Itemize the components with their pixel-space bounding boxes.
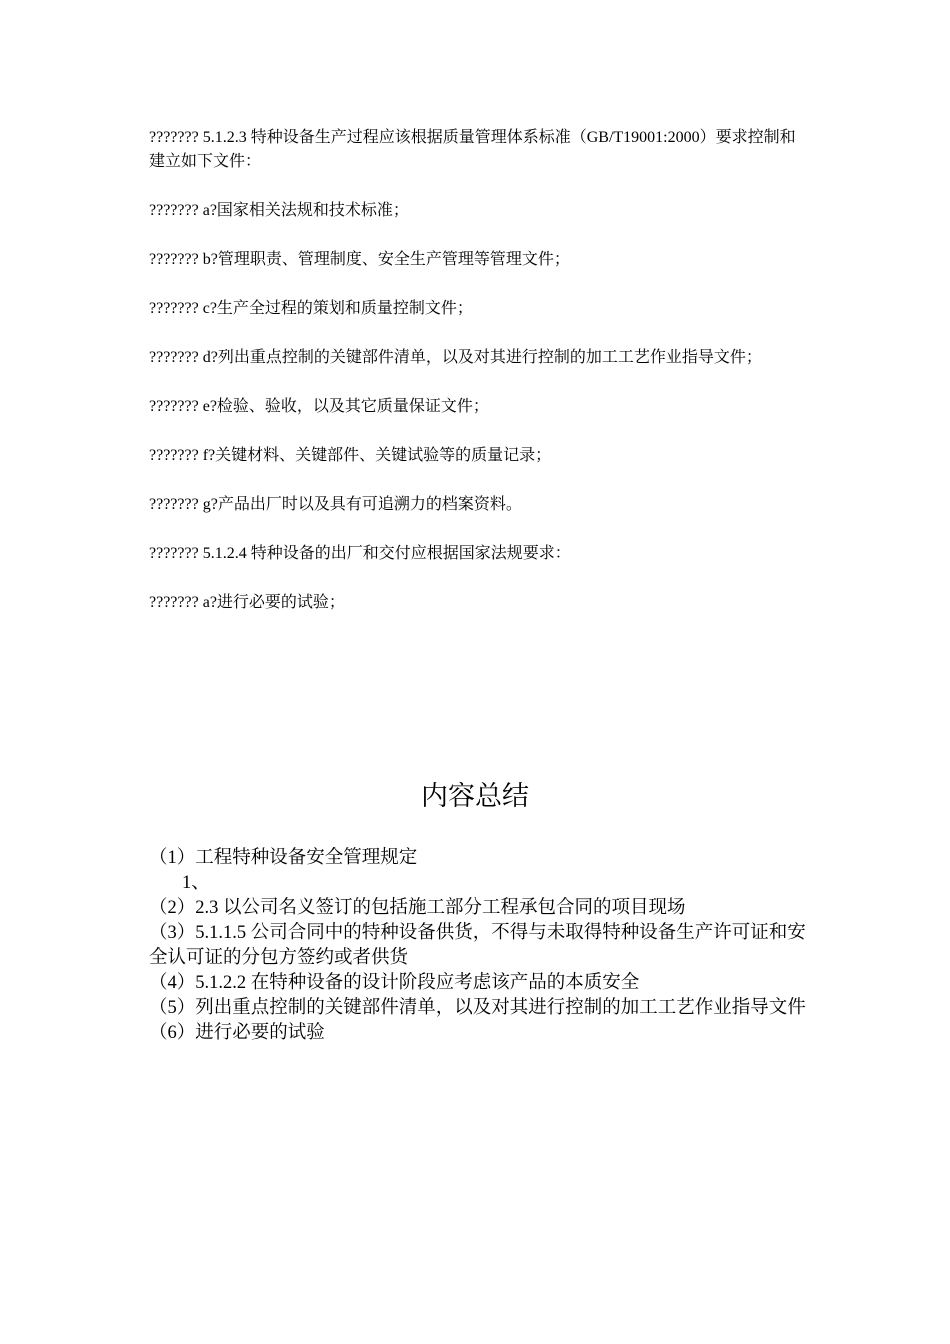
body-text [149, 126, 809, 640]
paragraph-item-e: ??????? e?检验、验收，以及其它质量保证文件； [149, 398, 489, 415]
paragraph-item-c: ??????? c?生产全过程的策划和质量控制文件； [149, 300, 473, 317]
summary-sub-item: 1、 [182, 873, 210, 893]
summary-item-2: （2）2.3 以公司名义签订的包括施工部分工程承包合同的项目现场 [149, 898, 686, 918]
summary-item-4: （4）5.1.2.2 在特种设备的设计阶段应考虑该产品的本质安全 [149, 973, 640, 993]
summary-item-6: （6）进行必要的试验 [149, 1023, 325, 1043]
paragraph-item-a: ??????? a?国家相关法规和技术标准； [149, 202, 409, 219]
summary-item-1: （1）工程特种设备安全管理规定 [149, 848, 418, 868]
summary-item-3: （3）5.1.1.5 公司合同中的特种设备供货，不得与未取得特种设备生产许可证和安全认可证的分包方签约或者供货 [149, 923, 806, 968]
summary-list [149, 846, 809, 1046]
paragraph-5-1-2-3: ??????? 5.1.2.3 特种设备生产过程应该根据质量管理体系标准（GB/T19001:2000）要求控制和建立如下文件： [149, 129, 796, 170]
summary-item-5: （5）列出重点控制的关键部件清单，以及对其进行控制的加工工艺作业指导文件 [149, 998, 806, 1018]
paragraph-item-f: ??????? f?关键材料、关键部件、关键试验等的质量记录； [149, 447, 552, 464]
paragraph-item-d: ??????? d?列出重点控制的关键部件清单，以及对其进行控制的加工工艺作业指导文件； [149, 349, 762, 366]
paragraph-item-b: ??????? b?管理职责、管理制度、安全生产管理等管理文件； [149, 251, 570, 268]
paragraph-5-1-2-4: ??????? 5.1.2.4 特种设备的出厂和交付应根据国家法规要求： [149, 545, 571, 562]
summary-title: 内容总结 [421, 781, 529, 811]
paragraph-item-g: ??????? g?产品出厂时以及具有可追溯力的档案资料。 [149, 496, 522, 513]
paragraph-item-a-test: ??????? a?进行必要的试验； [149, 594, 345, 611]
